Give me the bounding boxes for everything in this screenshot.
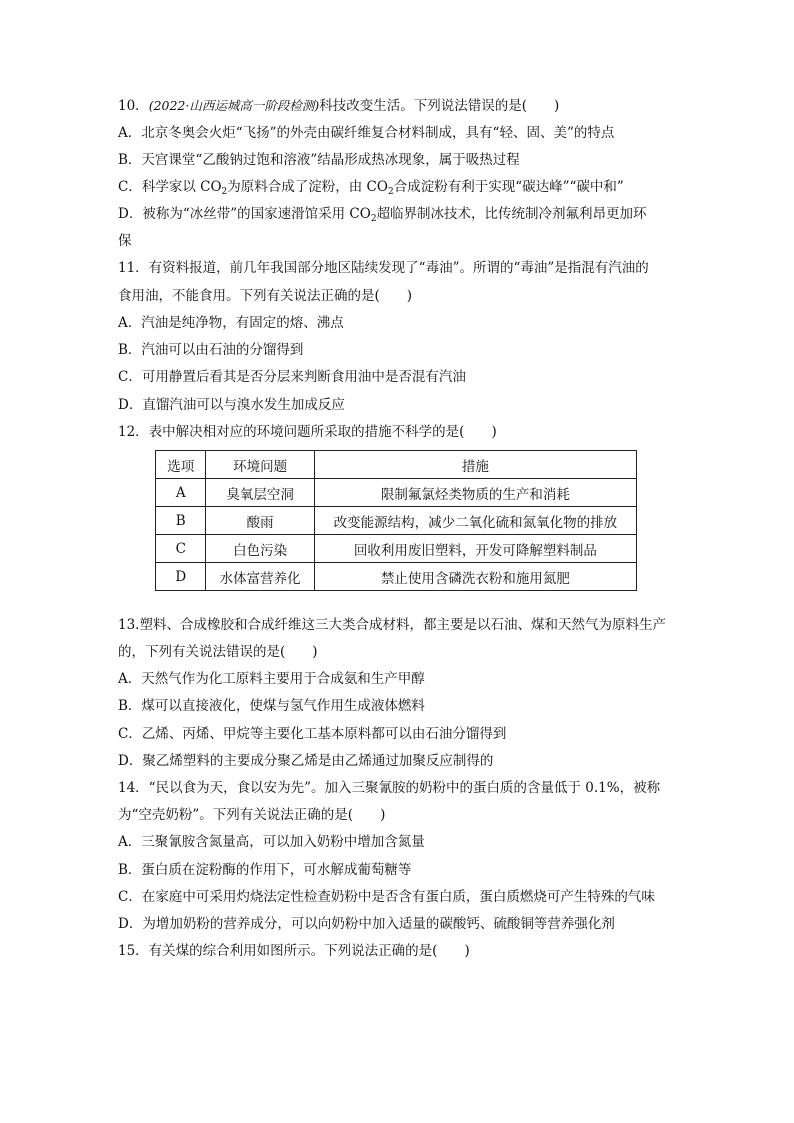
table-row <box>156 479 637 507</box>
table-cell: 改变能源结构，减少二氧化硫和氮氧化物的排放 <box>314 507 636 535</box>
q15-stem: 15．有关煤的综合利用如图所示。下列说法正确的是( ) <box>118 943 470 959</box>
table-header-cell: 措施 <box>314 451 636 479</box>
table-cell: A <box>156 479 206 507</box>
q12-stem: 12．表中解决相对应的环境问题所采取的措施不科学的是( ) <box>118 424 497 440</box>
table-cell: 禁止使用含磷洗衣粉和施用氮肥 <box>314 563 636 591</box>
q13-option-d: D．聚乙烯塑料的主要成分聚乙烯是由乙烯通过加聚反应制得的 <box>118 753 494 769</box>
q14-stem-line1: 14．“民以食为天，食以安为先”。加入三聚氰胺的奶粉中的蛋白质的含量低于 0.1%，被称 <box>118 780 661 796</box>
table-cell: 酸雨 <box>206 507 314 535</box>
q10-option-d: D．被称为“冰丝带”的国家速滑馆采用 $CO_2$超临界制冰技术，比传统制冷剂氟利昂更加环 <box>118 206 647 224</box>
q14-stem-line2: 为“空壳奶粉”。下列有关说法正确的是( ) <box>118 807 386 823</box>
q10-stem <box>118 97 559 115</box>
q10-option-c: C．科学家以 $CO_2$为原料合成了淀粉，由 $CO_2$合成淀粉有利于实现“碳达峰”“碳中和” <box>118 179 624 197</box>
table-header-row <box>156 451 637 479</box>
q10-source: (2022·山西运城高一阶段检测) <box>148 98 320 113</box>
q14-option-b: B．蛋白质在淀粉酶的作用下，可水解成葡萄糖等 <box>118 862 412 878</box>
q11-stem-line1: 11．有资料报道，前几年我国部分地区陆续发现了“毒油”。所谓的“毒油”是指混有汽油的 <box>118 260 649 276</box>
q13-option-c: C．乙烯、丙烯、甲烷等主要化工基本原料都可以由石油分馏得到 <box>118 726 507 742</box>
table-cell: 限制氟氯烃类物质的生产和消耗 <box>314 479 636 507</box>
q11-option-a: A．汽油是纯净物，有固定的熔、沸点 <box>118 315 344 331</box>
table-header-cell: 选项 <box>156 451 206 479</box>
q11-stem-line2: 食用油，不能食用。下列有关说法正确的是( ) <box>118 288 413 304</box>
q14-option-c: C．在家庭中可采用灼烧法定性检查奶粉中是否含有蛋白质，蛋白质燃烧可产生特殊的气味 <box>118 889 655 905</box>
table-cell: 水体富营养化 <box>206 563 314 591</box>
q10-number: 10． <box>118 98 149 114</box>
table-cell: C <box>156 535 206 563</box>
q10-stem-text: 科技改变生活。下列说法错误的是( ) <box>319 98 560 114</box>
q10-option-b: B．天宫课堂“乙酸钠过饱和溶液”结晶形成热冰现象，属于吸热过程 <box>118 152 520 168</box>
q11-option-c: C．可用静置后看其是否分层来判断食用油中是否混有汽油 <box>118 369 466 385</box>
table-cell: 回收利用废旧塑料，开发可降解塑料制品 <box>314 535 636 563</box>
q11-option-b: B．汽油可以由石油的分馏得到 <box>118 342 304 358</box>
table-row <box>156 535 637 563</box>
table-row <box>156 563 637 591</box>
table-row <box>156 507 637 535</box>
table-cell: D <box>156 563 206 591</box>
q10-option-d-cont: 保 <box>118 233 132 249</box>
environment-measures-table <box>155 450 637 591</box>
table-header-cell: 环境问题 <box>206 451 314 479</box>
table-cell: 白色污染 <box>206 535 314 563</box>
q11-option-d: D．直馏汽油可以与溴水发生加成反应 <box>118 397 345 413</box>
q10-option-a: A．北京冬奥会火炬“飞扬”的外壳由碳纤维复合材料制成，具有“轻、固、美”的特点 <box>118 125 615 141</box>
q14-option-d: D．为增加奶粉的营养成分，可以向奶粉中加入适量的碳酸钙、硫酸铜等营养强化剂 <box>118 916 615 932</box>
q13-stem-line1: 13.塑料、合成橡胶和合成纤维这三大类合成材料，都主要是以石油、煤和天然气为原料生产 <box>118 617 666 633</box>
table-cell: B <box>156 507 206 535</box>
q13-stem-line2: 的，下列有关说法错误的是( ) <box>118 644 318 660</box>
q14-option-a: A．三聚氰胺含氮量高，可以加入奶粉中增加含氮量 <box>118 834 425 850</box>
table-cell: 臭氧层空洞 <box>206 479 314 507</box>
q13-option-a: A．天然气作为化工原料主要用于合成氨和生产甲醇 <box>118 671 425 687</box>
q13-option-b: B．煤可以直接液化，使煤与氢气作用生成液体燃料 <box>118 698 425 714</box>
